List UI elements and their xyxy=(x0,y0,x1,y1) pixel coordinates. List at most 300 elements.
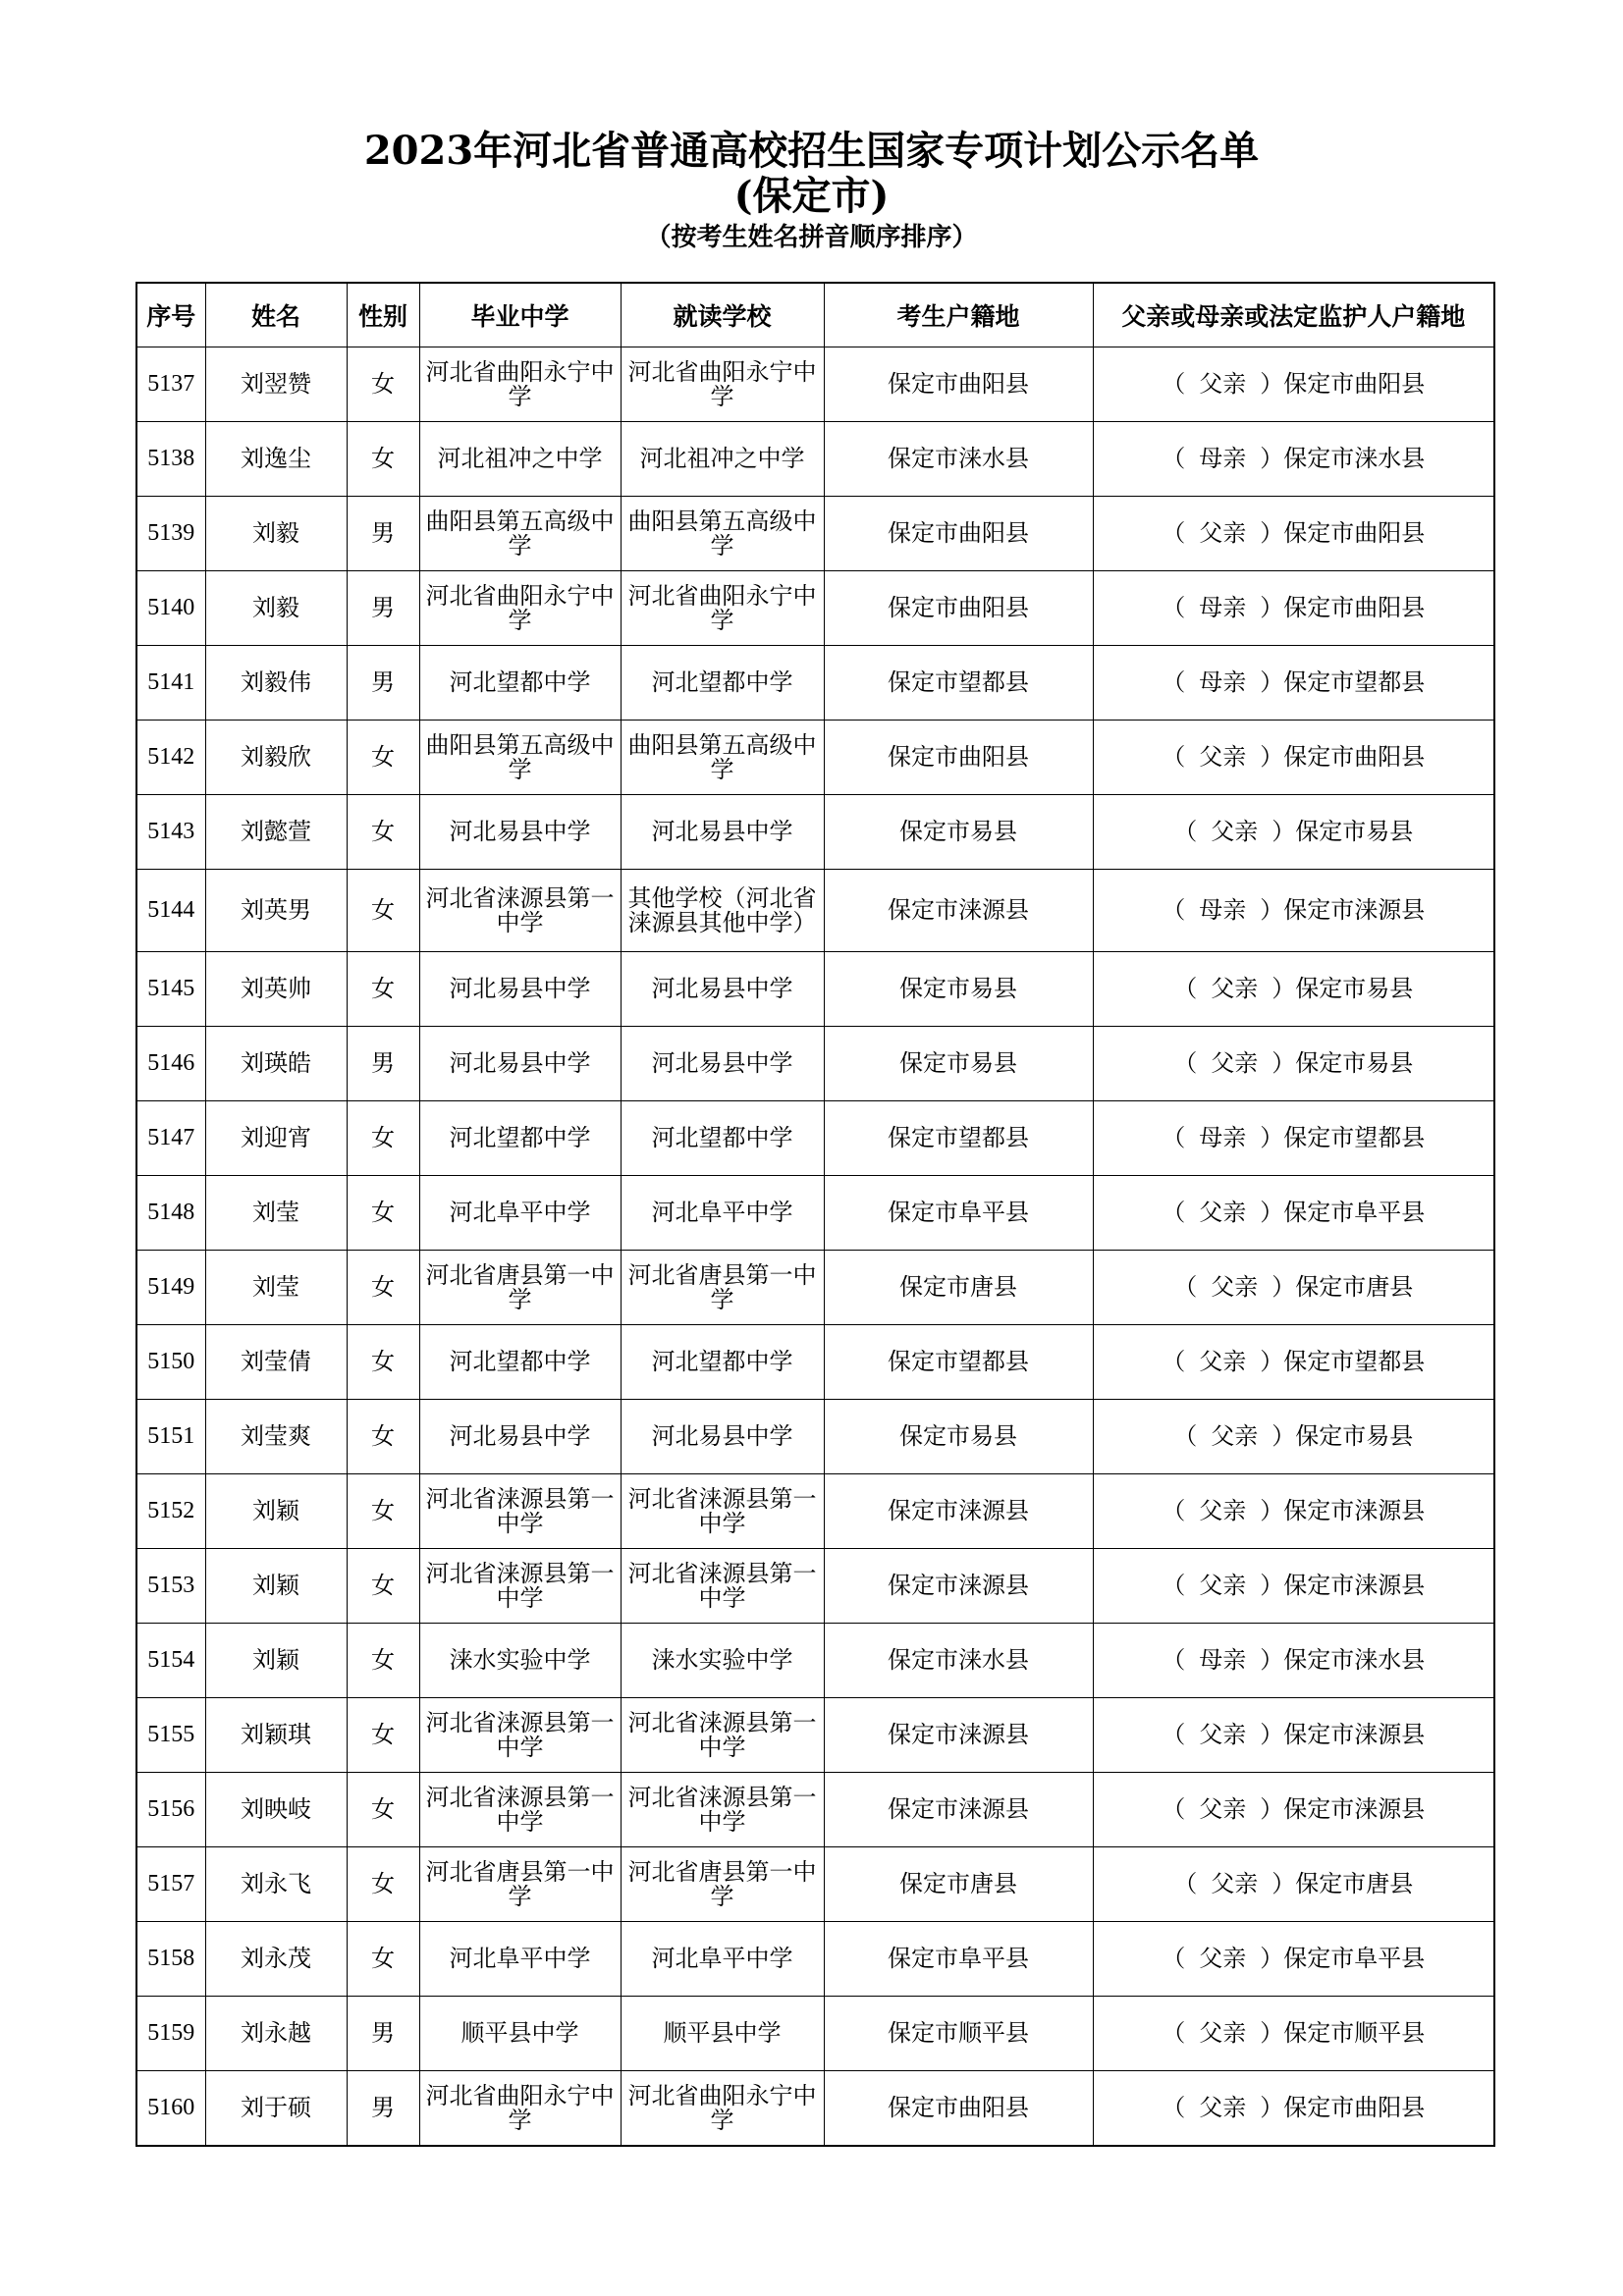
guardian-residence: 保定市涞水县 xyxy=(1283,1646,1426,1674)
cell-gender: 女 xyxy=(347,1773,419,1847)
cell-gender: 男 xyxy=(347,1027,419,1101)
cell-name: 刘毅欣 xyxy=(205,721,347,795)
cell-gender: 女 xyxy=(347,952,419,1027)
paren-open: （ xyxy=(1162,519,1186,547)
cell-guardian-residence xyxy=(1093,1922,1494,1997)
cell-grad-school: 涞水实验中学 xyxy=(419,1624,621,1698)
cell-grad-school: 河北易县中学 xyxy=(419,1400,621,1474)
cell-gender: 男 xyxy=(347,571,419,646)
guardian-type: 父亲 xyxy=(1199,1721,1247,1748)
cell-guardian-residence xyxy=(1093,1176,1494,1251)
cell-grad-school: 河北省涞源县第一中学 xyxy=(419,1773,621,1847)
cell-guardian-residence xyxy=(1093,497,1494,571)
cell-gender: 女 xyxy=(347,870,419,952)
paren-close: ） xyxy=(1271,1422,1296,1450)
cell-residence: 保定市涞水县 xyxy=(824,422,1093,497)
table-row xyxy=(136,422,1494,497)
guardian-residence: 保定市望都县 xyxy=(1283,1348,1426,1375)
table-row xyxy=(136,1997,1494,2071)
guardian-residence: 保定市曲阳县 xyxy=(1283,519,1426,547)
cell-residence: 保定市涞源县 xyxy=(824,1773,1093,1847)
table-row xyxy=(136,795,1494,870)
cell-gender: 男 xyxy=(347,2071,419,2147)
cell-name: 刘莹 xyxy=(205,1251,347,1325)
sort-note: （按考生姓名拼音顺序排序） xyxy=(645,223,978,252)
guardian-type: 父亲 xyxy=(1199,519,1247,547)
cell-grad-school: 河北易县中学 xyxy=(419,952,621,1027)
cell-residence: 保定市顺平县 xyxy=(824,1997,1093,2071)
paren-open: （ xyxy=(1162,445,1186,472)
guardian-type: 父亲 xyxy=(1199,2094,1247,2121)
cell-guardian-residence xyxy=(1093,646,1494,721)
guardian-type: 母亲 xyxy=(1199,896,1247,924)
table-row xyxy=(136,1624,1494,1698)
cell-guardian-residence xyxy=(1093,1325,1494,1400)
cell-residence: 保定市易县 xyxy=(824,795,1093,870)
cell-residence: 保定市易县 xyxy=(824,1027,1093,1101)
cell-residence: 保定市易县 xyxy=(824,1400,1093,1474)
column-header-name: 姓名 xyxy=(205,283,347,347)
table-row xyxy=(136,1101,1494,1176)
cell-guardian-residence xyxy=(1093,1624,1494,1698)
column-header-gender: 性别 xyxy=(347,283,419,347)
paren-close: ） xyxy=(1271,975,1296,1002)
cell-residence: 保定市曲阳县 xyxy=(824,571,1093,646)
cell-grad-school: 河北易县中学 xyxy=(419,1027,621,1101)
cell-current-school: 河北易县中学 xyxy=(621,1027,824,1101)
cell-residence: 保定市唐县 xyxy=(824,1251,1093,1325)
header-row xyxy=(136,283,1494,347)
cell-current-school: 河北望都中学 xyxy=(621,1101,824,1176)
page-subtitle: (保定市) xyxy=(733,173,890,219)
cell-name: 刘逸尘 xyxy=(205,422,347,497)
cell-guardian-residence xyxy=(1093,870,1494,952)
paren-close: ） xyxy=(1271,1273,1296,1301)
paren-open: （ xyxy=(1162,1124,1186,1151)
cell-residence: 保定市曲阳县 xyxy=(824,2071,1093,2147)
cell-name: 刘颖 xyxy=(205,1474,347,1549)
cell-gender: 男 xyxy=(347,1997,419,2071)
paren-close: ） xyxy=(1260,594,1284,621)
cell-current-school: 河北望都中学 xyxy=(621,646,824,721)
cell-seq: 5146 xyxy=(136,1027,205,1101)
paren-close: ） xyxy=(1271,1049,1296,1077)
cell-seq: 5144 xyxy=(136,870,205,952)
table-row xyxy=(136,1027,1494,1101)
guardian-residence: 保定市易县 xyxy=(1295,1049,1414,1077)
cell-gender: 女 xyxy=(347,1251,419,1325)
paren-open: （ xyxy=(1162,1721,1186,1748)
table-row xyxy=(136,1474,1494,1549)
guardian-residence: 保定市曲阳县 xyxy=(1283,743,1426,771)
cell-gender: 女 xyxy=(347,1698,419,1773)
paren-close: ） xyxy=(1260,445,1284,472)
paren-close: ） xyxy=(1260,1721,1284,1748)
guardian-residence: 保定市唐县 xyxy=(1295,1870,1414,1897)
cell-residence: 保定市望都县 xyxy=(824,646,1093,721)
cell-name: 刘永飞 xyxy=(205,1847,347,1922)
paren-open: （ xyxy=(1162,2094,1186,2121)
guardian-type: 父亲 xyxy=(1199,1572,1247,1599)
cell-current-school: 河北阜平中学 xyxy=(621,1176,824,1251)
guardian-residence: 保定市曲阳县 xyxy=(1283,2094,1426,2121)
paren-open: （ xyxy=(1173,818,1198,845)
cell-gender: 女 xyxy=(347,1549,419,1624)
cell-gender: 女 xyxy=(347,1176,419,1251)
paren-open: （ xyxy=(1162,1572,1186,1599)
paren-close: ） xyxy=(1260,1572,1284,1599)
cell-seq: 5157 xyxy=(136,1847,205,1922)
cell-residence: 保定市曲阳县 xyxy=(824,721,1093,795)
cell-gender: 女 xyxy=(347,721,419,795)
paren-close: ） xyxy=(1260,1348,1284,1375)
cell-guardian-residence xyxy=(1093,1847,1494,1922)
cell-current-school: 河北省唐县第一中学 xyxy=(621,1251,824,1325)
table-row xyxy=(136,347,1494,422)
table-row xyxy=(136,1251,1494,1325)
cell-seq: 5158 xyxy=(136,1922,205,1997)
paren-open: （ xyxy=(1162,896,1186,924)
cell-guardian-residence xyxy=(1093,2071,1494,2147)
guardian-residence: 保定市易县 xyxy=(1295,818,1414,845)
cell-gender: 女 xyxy=(347,795,419,870)
table-row xyxy=(136,1325,1494,1400)
cell-residence: 保定市曲阳县 xyxy=(824,347,1093,422)
guardian-residence: 保定市唐县 xyxy=(1295,1273,1414,1301)
paren-close: ） xyxy=(1260,1646,1284,1674)
cell-gender: 女 xyxy=(347,422,419,497)
guardian-type: 父亲 xyxy=(1211,975,1259,1002)
column-header-guardian-residence: 父亲或母亲或法定监护人户籍地 xyxy=(1093,283,1494,347)
paren-close: ） xyxy=(1260,370,1284,398)
cell-name: 刘英帅 xyxy=(205,952,347,1027)
cell-name: 刘莹 xyxy=(205,1176,347,1251)
table-row xyxy=(136,1698,1494,1773)
cell-current-school: 河北省曲阳永宁中学 xyxy=(621,571,824,646)
cell-name: 刘懿萱 xyxy=(205,795,347,870)
guardian-residence: 保定市望都县 xyxy=(1283,1124,1426,1151)
cell-seq: 5160 xyxy=(136,2071,205,2147)
cell-current-school: 河北省唐县第一中学 xyxy=(621,1847,824,1922)
cell-residence: 保定市曲阳县 xyxy=(824,497,1093,571)
cell-current-school: 河北祖冲之中学 xyxy=(621,422,824,497)
cell-current-school: 其他学校（河北省涞源县其他中学） xyxy=(621,870,824,952)
cell-gender: 男 xyxy=(347,646,419,721)
cell-name: 刘永越 xyxy=(205,1997,347,2071)
cell-guardian-residence xyxy=(1093,1549,1494,1624)
guardian-type: 父亲 xyxy=(1199,2019,1247,2047)
cell-current-school: 涞水实验中学 xyxy=(621,1624,824,1698)
paren-close: ） xyxy=(1260,2019,1284,2047)
cell-residence: 保定市阜平县 xyxy=(824,1922,1093,1997)
table-row xyxy=(136,870,1494,952)
paren-open: （ xyxy=(1173,1273,1198,1301)
guardian-type: 父亲 xyxy=(1199,743,1247,771)
cell-current-school: 河北阜平中学 xyxy=(621,1922,824,1997)
cell-guardian-residence xyxy=(1093,1251,1494,1325)
cell-grad-school: 曲阳县第五高级中学 xyxy=(419,497,621,571)
table-row xyxy=(136,952,1494,1027)
cell-current-school: 河北望都中学 xyxy=(621,1325,824,1400)
paren-open: （ xyxy=(1162,370,1186,398)
cell-name: 刘毅 xyxy=(205,571,347,646)
cell-name: 刘映岐 xyxy=(205,1773,347,1847)
page-title: 2023年河北省普通高校招生国家专项计划公示名单 xyxy=(363,128,1260,174)
cell-seq: 5142 xyxy=(136,721,205,795)
cell-name: 刘莹倩 xyxy=(205,1325,347,1400)
paren-open: （ xyxy=(1162,1348,1186,1375)
guardian-residence: 保定市阜平县 xyxy=(1283,1199,1426,1226)
guardian-residence: 保定市易县 xyxy=(1295,1422,1414,1450)
guardian-type: 父亲 xyxy=(1199,1795,1247,1823)
cell-grad-school: 河北省涞源县第一中学 xyxy=(419,870,621,952)
guardian-residence: 保定市曲阳县 xyxy=(1283,370,1426,398)
cell-residence: 保定市涞源县 xyxy=(824,1474,1093,1549)
cell-current-school: 河北省涞源县第一中学 xyxy=(621,1474,824,1549)
cell-guardian-residence xyxy=(1093,1400,1494,1474)
cell-seq: 5155 xyxy=(136,1698,205,1773)
cell-grad-school: 河北省涞源县第一中学 xyxy=(419,1549,621,1624)
roster-table xyxy=(135,282,1495,2147)
cell-residence: 保定市阜平县 xyxy=(824,1176,1093,1251)
cell-seq: 5148 xyxy=(136,1176,205,1251)
cell-seq: 5149 xyxy=(136,1251,205,1325)
cell-seq: 5151 xyxy=(136,1400,205,1474)
guardian-residence: 保定市曲阳县 xyxy=(1283,594,1426,621)
cell-gender: 女 xyxy=(347,1325,419,1400)
cell-current-school: 河北易县中学 xyxy=(621,795,824,870)
guardian-type: 母亲 xyxy=(1199,668,1247,696)
paren-open: （ xyxy=(1162,2019,1186,2047)
paren-close: ） xyxy=(1260,1795,1284,1823)
cell-residence: 保定市涞源县 xyxy=(824,870,1093,952)
cell-seq: 5137 xyxy=(136,347,205,422)
cell-seq: 5159 xyxy=(136,1997,205,2071)
paren-close: ） xyxy=(1271,818,1296,845)
guardian-type: 父亲 xyxy=(1211,1049,1259,1077)
paren-close: ） xyxy=(1260,1124,1284,1151)
guardian-type: 父亲 xyxy=(1199,1945,1247,1972)
paren-open: （ xyxy=(1173,1422,1198,1450)
cell-residence: 保定市涞源县 xyxy=(824,1698,1093,1773)
paren-open: （ xyxy=(1162,1945,1186,1972)
paren-open: （ xyxy=(1162,1795,1186,1823)
paren-open: （ xyxy=(1162,1646,1186,1674)
cell-seq: 5152 xyxy=(136,1474,205,1549)
cell-guardian-residence xyxy=(1093,422,1494,497)
table-row xyxy=(136,497,1494,571)
table-row xyxy=(136,2071,1494,2147)
guardian-type: 母亲 xyxy=(1199,445,1247,472)
cell-guardian-residence xyxy=(1093,1698,1494,1773)
cell-seq: 5140 xyxy=(136,571,205,646)
cell-name: 刘翌赞 xyxy=(205,347,347,422)
cell-grad-school: 河北省涞源县第一中学 xyxy=(419,1474,621,1549)
guardian-residence: 保定市望都县 xyxy=(1283,668,1426,696)
cell-seq: 5143 xyxy=(136,795,205,870)
cell-residence: 保定市唐县 xyxy=(824,1847,1093,1922)
cell-grad-school: 河北省涞源县第一中学 xyxy=(419,1698,621,1773)
cell-grad-school: 河北祖冲之中学 xyxy=(419,422,621,497)
paren-open: （ xyxy=(1162,1199,1186,1226)
paren-close: ） xyxy=(1260,2094,1284,2121)
cell-guardian-residence xyxy=(1093,1997,1494,2071)
cell-grad-school: 河北省唐县第一中学 xyxy=(419,1847,621,1922)
roster-body xyxy=(136,347,1494,2147)
cell-seq: 5147 xyxy=(136,1101,205,1176)
guardian-residence: 保定市阜平县 xyxy=(1283,1945,1426,1972)
paren-close: ） xyxy=(1260,1497,1284,1524)
cell-residence: 保定市涞源县 xyxy=(824,1549,1093,1624)
guardian-type: 父亲 xyxy=(1211,1422,1259,1450)
cell-grad-school: 曲阳县第五高级中学 xyxy=(419,721,621,795)
page-header xyxy=(0,128,1623,257)
cell-grad-school: 河北易县中学 xyxy=(419,795,621,870)
cell-gender: 女 xyxy=(347,1922,419,1997)
cell-name: 刘瑛皓 xyxy=(205,1027,347,1101)
table-row xyxy=(136,646,1494,721)
cell-guardian-residence xyxy=(1093,347,1494,422)
cell-gender: 女 xyxy=(347,1400,419,1474)
cell-seq: 5141 xyxy=(136,646,205,721)
cell-current-school: 河北易县中学 xyxy=(621,952,824,1027)
guardian-residence: 保定市涞源县 xyxy=(1283,1721,1426,1748)
guardian-residence: 保定市涞源县 xyxy=(1283,1795,1426,1823)
cell-seq: 5153 xyxy=(136,1549,205,1624)
cell-name: 刘永茂 xyxy=(205,1922,347,1997)
cell-seq: 5150 xyxy=(136,1325,205,1400)
cell-seq: 5138 xyxy=(136,422,205,497)
cell-seq: 5145 xyxy=(136,952,205,1027)
table-row xyxy=(136,1847,1494,1922)
guardian-residence: 保定市顺平县 xyxy=(1283,2019,1426,2047)
column-header-current-school: 就读学校 xyxy=(621,283,824,347)
cell-current-school: 河北省曲阳永宁中学 xyxy=(621,2071,824,2147)
table-row xyxy=(136,1922,1494,1997)
cell-guardian-residence xyxy=(1093,795,1494,870)
cell-grad-school: 河北望都中学 xyxy=(419,646,621,721)
cell-current-school: 河北省涞源县第一中学 xyxy=(621,1773,824,1847)
table-row xyxy=(136,1773,1494,1847)
cell-name: 刘迎宵 xyxy=(205,1101,347,1176)
cell-residence: 保定市易县 xyxy=(824,952,1093,1027)
cell-gender: 男 xyxy=(347,497,419,571)
paren-close: ） xyxy=(1260,896,1284,924)
cell-guardian-residence xyxy=(1093,721,1494,795)
cell-guardian-residence xyxy=(1093,1101,1494,1176)
cell-current-school: 河北省曲阳永宁中学 xyxy=(621,347,824,422)
guardian-residence: 保定市涞水县 xyxy=(1283,445,1426,472)
guardian-type: 父亲 xyxy=(1211,1870,1259,1897)
cell-grad-school: 顺平县中学 xyxy=(419,1997,621,2071)
cell-guardian-residence xyxy=(1093,1027,1494,1101)
guardian-type: 母亲 xyxy=(1199,594,1247,621)
column-header-grad-school: 毕业中学 xyxy=(419,283,621,347)
cell-gender: 女 xyxy=(347,1847,419,1922)
paren-open: （ xyxy=(1173,975,1198,1002)
cell-name: 刘毅伟 xyxy=(205,646,347,721)
paren-open: （ xyxy=(1162,1497,1186,1524)
guardian-residence: 保定市涞源县 xyxy=(1283,896,1426,924)
guardian-type: 父亲 xyxy=(1211,818,1259,845)
guardian-type: 父亲 xyxy=(1211,1273,1259,1301)
guardian-type: 父亲 xyxy=(1199,1497,1247,1524)
cell-grad-school: 河北望都中学 xyxy=(419,1325,621,1400)
paren-open: （ xyxy=(1162,668,1186,696)
cell-grad-school: 河北省曲阳永宁中学 xyxy=(419,571,621,646)
cell-current-school: 顺平县中学 xyxy=(621,1997,824,2071)
cell-residence: 保定市望都县 xyxy=(824,1101,1093,1176)
cell-gender: 女 xyxy=(347,1624,419,1698)
cell-current-school: 曲阳县第五高级中学 xyxy=(621,721,824,795)
cell-current-school: 河北省涞源县第一中学 xyxy=(621,1698,824,1773)
cell-gender: 女 xyxy=(347,1474,419,1549)
cell-current-school: 河北易县中学 xyxy=(621,1400,824,1474)
paren-close: ） xyxy=(1260,743,1284,771)
guardian-residence: 保定市易县 xyxy=(1295,975,1414,1002)
cell-gender: 女 xyxy=(347,1101,419,1176)
cell-current-school: 河北省涞源县第一中学 xyxy=(621,1549,824,1624)
cell-name: 刘毅 xyxy=(205,497,347,571)
cell-current-school: 曲阳县第五高级中学 xyxy=(621,497,824,571)
guardian-type: 父亲 xyxy=(1199,370,1247,398)
cell-name: 刘颖琪 xyxy=(205,1698,347,1773)
table-row xyxy=(136,571,1494,646)
cell-gender: 女 xyxy=(347,347,419,422)
table-row xyxy=(136,721,1494,795)
cell-guardian-residence xyxy=(1093,1773,1494,1847)
paren-open: （ xyxy=(1173,1870,1198,1897)
cell-residence: 保定市望都县 xyxy=(824,1325,1093,1400)
guardian-type: 父亲 xyxy=(1199,1199,1247,1226)
cell-name: 刘莹爽 xyxy=(205,1400,347,1474)
cell-grad-school: 河北望都中学 xyxy=(419,1101,621,1176)
cell-name: 刘英男 xyxy=(205,870,347,952)
guardian-type: 父亲 xyxy=(1199,1348,1247,1375)
paren-open: （ xyxy=(1162,594,1186,621)
cell-name: 刘颖 xyxy=(205,1549,347,1624)
cell-seq: 5139 xyxy=(136,497,205,571)
paren-close: ） xyxy=(1260,668,1284,696)
cell-seq: 5156 xyxy=(136,1773,205,1847)
cell-residence: 保定市涞水县 xyxy=(824,1624,1093,1698)
guardian-type: 母亲 xyxy=(1199,1646,1247,1674)
paren-close: ） xyxy=(1260,1199,1284,1226)
column-header-seq: 序号 xyxy=(136,283,205,347)
paren-close: ） xyxy=(1271,1870,1296,1897)
cell-name: 刘于硕 xyxy=(205,2071,347,2147)
cell-grad-school: 河北省曲阳永宁中学 xyxy=(419,2071,621,2147)
cell-grad-school: 河北省唐县第一中学 xyxy=(419,1251,621,1325)
cell-grad-school: 河北省曲阳永宁中学 xyxy=(419,347,621,422)
paren-open: （ xyxy=(1162,743,1186,771)
cell-grad-school: 河北阜平中学 xyxy=(419,1922,621,1997)
guardian-residence: 保定市涞源县 xyxy=(1283,1497,1426,1524)
table-row xyxy=(136,1176,1494,1251)
table-row xyxy=(136,1400,1494,1474)
table-row xyxy=(136,1549,1494,1624)
paren-open: （ xyxy=(1173,1049,1198,1077)
cell-grad-school: 河北阜平中学 xyxy=(419,1176,621,1251)
cell-guardian-residence xyxy=(1093,571,1494,646)
cell-name: 刘颖 xyxy=(205,1624,347,1698)
guardian-type: 母亲 xyxy=(1199,1124,1247,1151)
column-header-residence: 考生户籍地 xyxy=(824,283,1093,347)
cell-guardian-residence xyxy=(1093,1474,1494,1549)
cell-guardian-residence xyxy=(1093,952,1494,1027)
cell-seq: 5154 xyxy=(136,1624,205,1698)
paren-close: ） xyxy=(1260,519,1284,547)
